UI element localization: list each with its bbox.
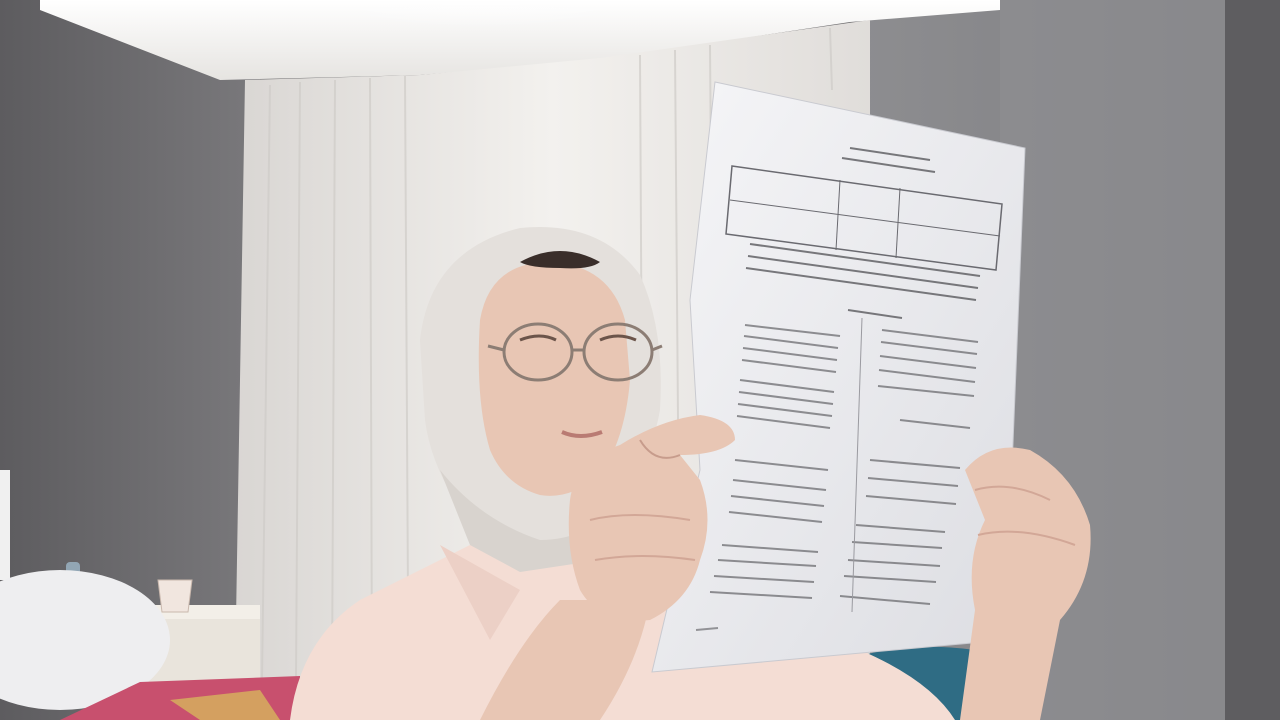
- exam-paper: [652, 82, 1025, 672]
- cup: [158, 580, 192, 612]
